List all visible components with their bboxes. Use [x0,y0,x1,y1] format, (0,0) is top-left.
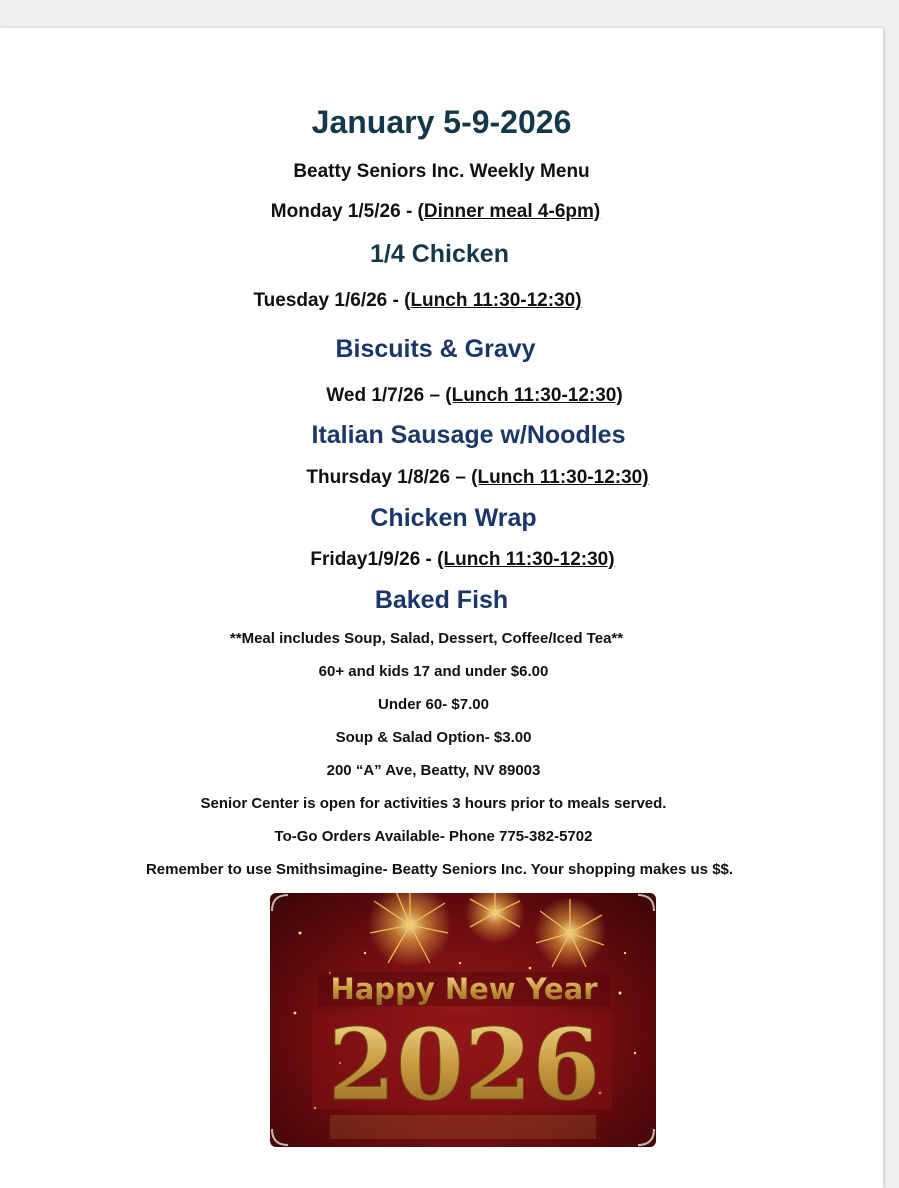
meal-includes-note: **Meal includes Soup, Salad, Dessert, Coffee/Iced Tea** [229,630,624,647]
meal-monday: 1/4 Chicken [370,240,509,268]
day-wednesday: Wed 1/7/26 – (Lunch 11:30-12:30) [326,385,623,406]
to-go-orders: To-Go Orders Available- Phone 775-382-5702 [274,828,593,845]
meal-thursday: Chicken Wrap [370,504,537,532]
activity-hours: Senior Center is open for activities 3 hours prior to meals served. [200,795,667,812]
day-tuesday: Tuesday 1/6/26 - (Lunch 11:30-12:30) [253,290,582,311]
meal-friday: Baked Fish [374,586,509,614]
banner-year: 2026 [327,1008,601,1123]
meal-tuesday: Biscuits & Gravy [335,335,536,363]
page-title: January 5-9-2026 [311,104,572,140]
banner-greeting: Happy New Year [330,972,598,1006]
address: 200 “A” Ave, Beatty, NV 89003 [326,762,541,779]
document-page [0,28,883,1188]
day-thursday: Thursday 1/8/26 – (Lunch 11:30-12:30) [306,467,649,488]
price-under-60: Under 60- $7.00 [378,696,489,713]
shopping-note: Remember to use Smithsimagine- Beatty Seniors Inc. Your shopping makes us $$. [145,861,734,878]
day-monday: Monday 1/5/26 - (Dinner meal 4-6pm) [270,201,601,222]
fireworks-illustration [270,893,656,1147]
price-senior: 60+ and kids 17 and under $6.00 [318,663,549,680]
happy-new-year-banner [270,893,656,1147]
soup-salad-option: Soup & Salad Option- $3.00 [335,729,532,746]
meal-wednesday: Italian Sausage w/Noodles [311,421,626,449]
menu-subtitle: Beatty Seniors Inc. Weekly Menu [293,161,590,182]
day-friday: Friday1/9/26 - (Lunch 11:30-12:30) [310,549,615,570]
